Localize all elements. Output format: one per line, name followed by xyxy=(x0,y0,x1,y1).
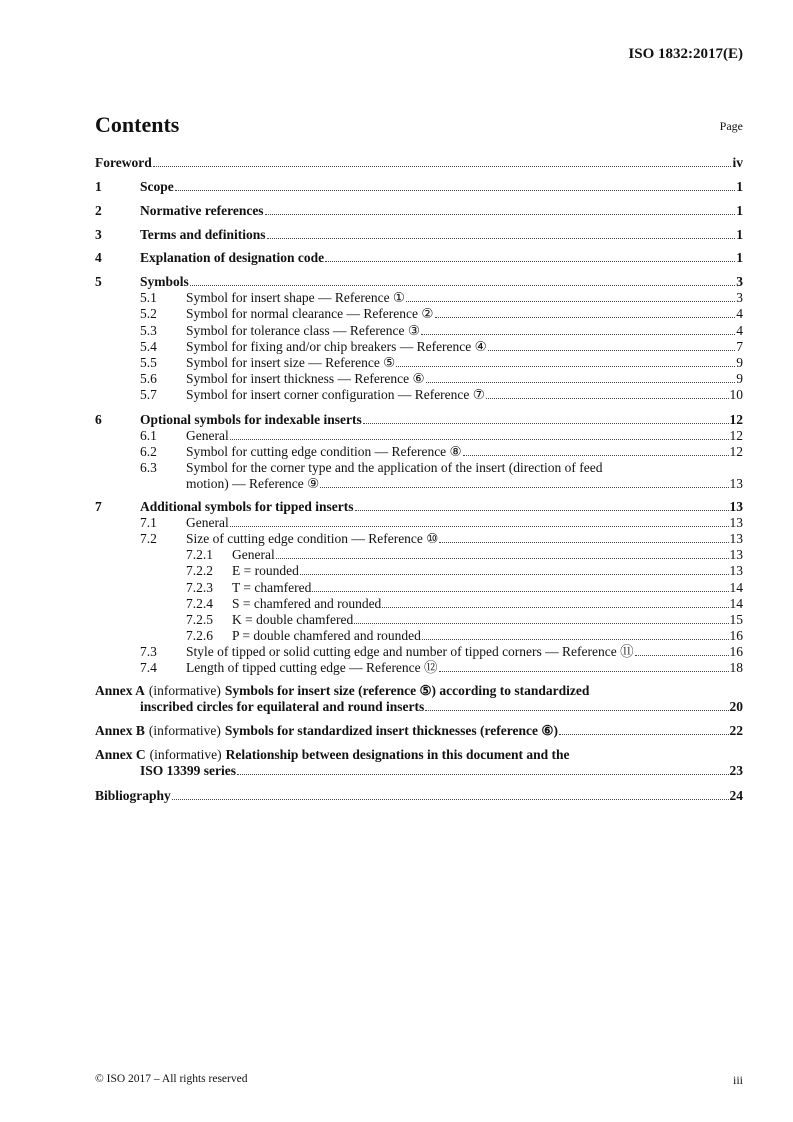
section-number: 2 xyxy=(95,203,102,218)
section-title: Symbol for normal clearance — Reference ② xyxy=(186,306,434,321)
toc-entry-line xyxy=(95,476,743,492)
section-title: Bibliography xyxy=(95,788,171,803)
toc-entry[interactable] xyxy=(95,644,743,660)
toc-entry-line xyxy=(95,290,743,306)
page-reference[interactable]: 14 xyxy=(729,596,743,611)
dot-leader xyxy=(355,510,729,511)
section-title: S = chamfered and rounded xyxy=(232,596,382,611)
toc-entry[interactable] xyxy=(95,499,743,515)
dot-leader xyxy=(435,317,736,318)
section-title: General xyxy=(232,547,275,562)
dot-leader xyxy=(237,774,729,775)
annex-qualifier: (informative) xyxy=(148,723,221,738)
dot-leader xyxy=(486,398,729,399)
section-number: 5.2 xyxy=(140,306,157,321)
page-reference[interactable]: 13 xyxy=(729,476,743,491)
page-reference[interactable]: 23 xyxy=(729,763,743,778)
toc-entry-line xyxy=(95,444,743,460)
toc-entry[interactable] xyxy=(95,355,743,371)
section-title: Symbol for fixing and/or chip breakers — Reference ④ xyxy=(186,339,487,354)
dot-leader xyxy=(421,334,735,335)
page-reference[interactable]: 18 xyxy=(729,660,743,675)
dot-leader xyxy=(230,526,729,527)
toc-entry-line xyxy=(95,580,743,596)
toc-entry[interactable] xyxy=(95,428,743,444)
page-reference[interactable]: 3 xyxy=(736,290,743,305)
annex-qualifier: (informative) xyxy=(148,683,221,698)
section-number: 6.3 xyxy=(140,460,157,475)
dot-leader xyxy=(325,261,735,262)
dot-leader xyxy=(425,710,728,711)
contents-title: Contents xyxy=(95,112,180,137)
dot-leader xyxy=(488,350,735,351)
section-number: 5.3 xyxy=(140,323,157,338)
section-number: 7.2.5 xyxy=(186,612,213,627)
dot-leader xyxy=(559,734,729,735)
section-title: Symbol for tolerance class — Reference ③ xyxy=(186,323,421,338)
dot-leader xyxy=(426,382,736,383)
page-number: iii xyxy=(732,1073,743,1087)
section-title: Size of cutting edge condition — Reference ⑩ xyxy=(186,531,439,546)
dot-leader xyxy=(422,639,729,640)
section-number: 7 xyxy=(95,499,102,514)
toc-entry-line xyxy=(95,227,743,243)
toc-entry-line xyxy=(95,179,743,195)
section-title: Symbols xyxy=(140,274,189,289)
page-reference[interactable]: 4 xyxy=(736,306,743,321)
section-title: inscribed circles for equilateral and round inserts xyxy=(140,699,425,714)
toc-entry[interactable] xyxy=(95,547,743,563)
toc-entry-line xyxy=(95,747,743,763)
dot-leader xyxy=(439,671,729,672)
page-reference[interactable]: 3 xyxy=(736,274,743,289)
toc-entry[interactable] xyxy=(95,531,743,547)
toc-entry-line xyxy=(95,387,743,403)
page-reference[interactable]: 20 xyxy=(729,699,743,714)
document-id-header: ISO 1832:2017(E) xyxy=(628,46,743,62)
page-reference[interactable]: 1 xyxy=(736,179,743,194)
toc-entry-line xyxy=(95,371,743,387)
page-reference[interactable]: 13 xyxy=(729,563,743,578)
toc-entry-line xyxy=(95,531,743,547)
toc-entry-line xyxy=(95,547,743,563)
toc-entry-line xyxy=(95,612,743,628)
toc-entry-line xyxy=(95,499,743,515)
page-reference[interactable]: 16 xyxy=(729,628,743,643)
toc-entry[interactable] xyxy=(95,227,743,243)
toc-entry[interactable] xyxy=(95,412,743,428)
page-reference[interactable]: 1 xyxy=(736,203,743,218)
section-number: 7.2.4 xyxy=(186,596,213,611)
section-title: Additional symbols for tipped inserts xyxy=(140,499,354,514)
section-title: ISO 13399 series xyxy=(140,763,236,778)
toc-entry-line xyxy=(95,699,743,715)
toc-entry-line xyxy=(95,306,743,322)
section-title: Terms and definitions xyxy=(140,227,266,242)
dot-leader xyxy=(153,166,732,167)
dot-leader xyxy=(265,214,736,215)
dot-leader xyxy=(354,623,728,624)
section-title: Foreword xyxy=(95,155,152,170)
toc-entry[interactable] xyxy=(95,323,743,339)
section-number: Annex A xyxy=(95,683,145,698)
section-title: Symbol for insert corner configuration — Reference ⑦ xyxy=(186,387,485,402)
toc-entry-line xyxy=(95,596,743,612)
toc-entry[interactable] xyxy=(95,612,743,628)
toc-entry-line xyxy=(95,763,743,779)
page-reference[interactable]: 24 xyxy=(729,788,743,803)
section-title: E = rounded xyxy=(232,563,299,578)
toc-entry[interactable] xyxy=(95,387,743,403)
dot-leader xyxy=(406,301,735,302)
toc-entry-line xyxy=(95,339,743,355)
toc-entry[interactable] xyxy=(95,203,743,219)
toc-entry[interactable] xyxy=(95,788,743,804)
section-title: General xyxy=(186,428,229,443)
dot-leader xyxy=(267,238,736,239)
dot-leader xyxy=(363,423,729,424)
copyright-footer: © ISO 2017 – All rights reserved xyxy=(95,1073,248,1085)
toc-entry[interactable] xyxy=(95,596,743,612)
toc-entry[interactable] xyxy=(95,444,743,460)
page-reference[interactable]: 22 xyxy=(729,723,743,738)
dot-leader xyxy=(439,542,728,543)
dot-leader xyxy=(190,285,735,286)
section-number: 5 xyxy=(95,274,102,289)
toc-entry[interactable] xyxy=(95,274,743,290)
page-reference[interactable]: 7 xyxy=(736,339,743,354)
section-number: 7.2.3 xyxy=(186,580,213,595)
toc-entry[interactable] xyxy=(95,660,743,676)
section-title: Symbol for insert size — Reference ⑤ xyxy=(186,355,396,370)
toc-entry-line xyxy=(95,428,743,444)
toc-entry[interactable] xyxy=(95,179,743,195)
dot-leader xyxy=(382,607,728,608)
toc-entry-line xyxy=(95,683,743,699)
toc-entry[interactable] xyxy=(95,723,743,739)
page-reference[interactable]: 13 xyxy=(729,515,743,530)
section-number: Annex C xyxy=(95,747,146,762)
dot-leader xyxy=(172,799,729,800)
dot-leader xyxy=(312,591,728,592)
section-number: 7.4 xyxy=(140,660,157,675)
toc-entry-line xyxy=(95,250,743,266)
toc-entry[interactable] xyxy=(95,747,743,779)
toc-entry[interactable] xyxy=(95,563,743,579)
toc-entry-line xyxy=(95,323,743,339)
toc-entry[interactable] xyxy=(95,683,743,715)
section-title: Symbols for insert size (reference ⑤) according to standardized xyxy=(224,683,590,698)
dot-leader xyxy=(230,439,729,440)
page-reference[interactable]: 15 xyxy=(729,612,743,627)
section-number: 4 xyxy=(95,250,102,265)
page-reference[interactable]: 1 xyxy=(736,227,743,242)
toc-entry-line xyxy=(95,788,743,804)
dot-leader xyxy=(276,558,729,559)
page-reference[interactable]: 14 xyxy=(729,580,743,595)
section-title: Symbols for standardized insert thicknesses (reference ⑥) xyxy=(224,723,558,738)
section-number: 3 xyxy=(95,227,102,242)
toc-entry[interactable] xyxy=(95,339,743,355)
page-reference[interactable]: iv xyxy=(732,155,743,170)
toc-entry-line xyxy=(95,644,743,660)
toc-entry-line xyxy=(95,563,743,579)
toc-entry[interactable] xyxy=(95,515,743,531)
section-title: P = double chamfered and rounded xyxy=(232,628,421,643)
toc-entry[interactable] xyxy=(95,628,743,644)
section-number: 6 xyxy=(95,412,102,427)
page-reference[interactable]: 12 xyxy=(729,444,743,459)
section-number: Annex B xyxy=(95,723,145,738)
dot-leader xyxy=(300,574,729,575)
section-number: 5.5 xyxy=(140,355,157,370)
page-column-label: Page xyxy=(719,119,743,133)
toc-entry-line xyxy=(95,412,743,428)
dot-leader xyxy=(635,655,729,656)
section-title: Symbol for insert shape — Reference ① xyxy=(186,290,406,305)
section-title: Relationship between designations in this document and the xyxy=(225,747,570,762)
section-number: 5.1 xyxy=(140,290,157,305)
section-title: Normative references xyxy=(140,203,264,218)
section-title: motion) — Reference ⑨ xyxy=(186,476,320,491)
section-title: Symbol for insert thickness — Reference ⑥ xyxy=(186,371,425,386)
section-number: 7.2.6 xyxy=(186,628,213,643)
toc-entry[interactable] xyxy=(95,250,743,266)
section-title: T = chamfered xyxy=(232,580,312,595)
page-reference[interactable]: 1 xyxy=(736,250,743,265)
section-number: 7.2.1 xyxy=(186,547,213,562)
toc-entry-line xyxy=(95,274,743,290)
page-reference[interactable]: 9 xyxy=(736,355,743,370)
toc-entry[interactable] xyxy=(95,580,743,596)
section-number: 7.2 xyxy=(140,531,157,546)
section-number: 6.2 xyxy=(140,444,157,459)
page-reference[interactable]: 12 xyxy=(729,428,743,443)
section-number: 5.6 xyxy=(140,371,157,386)
page-reference[interactable]: 16 xyxy=(729,644,743,659)
page-reference[interactable]: 4 xyxy=(736,323,743,338)
toc-entry[interactable] xyxy=(95,460,743,492)
section-title: Explanation of designation code xyxy=(140,250,325,265)
section-number: 7.3 xyxy=(140,644,157,659)
toc-entry-line xyxy=(95,355,743,371)
dot-leader xyxy=(396,366,735,367)
dot-leader xyxy=(320,487,728,488)
section-title: Scope xyxy=(140,179,174,194)
annex-qualifier: (informative) xyxy=(149,747,222,762)
toc-entry[interactable] xyxy=(95,306,743,322)
page-reference[interactable]: 10 xyxy=(729,387,743,402)
page-reference[interactable]: 9 xyxy=(736,371,743,386)
toc-entry-line xyxy=(95,628,743,644)
section-title: Symbol for the corner type and the application of the insert (direction of feed xyxy=(186,460,603,475)
page-reference[interactable]: 13 xyxy=(729,499,743,514)
section-number: 7.2.2 xyxy=(186,563,213,578)
page-reference[interactable]: 13 xyxy=(729,547,743,562)
toc-entry[interactable] xyxy=(95,371,743,387)
section-number: 7.1 xyxy=(140,515,157,530)
section-title: K = double chamfered xyxy=(232,612,354,627)
toc-entry-line xyxy=(95,155,743,171)
section-number: 5.7 xyxy=(140,387,157,402)
toc-entry-line xyxy=(95,660,743,676)
dot-leader xyxy=(175,190,736,191)
section-number: 1 xyxy=(95,179,102,194)
section-number: 5.4 xyxy=(140,339,157,354)
section-title: Style of tipped or solid cutting edge and number of tipped corners — Reference ⑪ xyxy=(186,644,634,659)
section-title: Optional symbols for indexable inserts xyxy=(140,412,362,427)
toc-entry-line xyxy=(95,203,743,219)
section-title: Symbol for cutting edge condition — Reference ⑧ xyxy=(186,444,462,459)
page-reference[interactable]: 12 xyxy=(729,412,743,427)
section-title: General xyxy=(186,515,229,530)
toc-entry-line xyxy=(95,460,743,476)
toc-entry-line xyxy=(95,515,743,531)
page-reference[interactable]: 13 xyxy=(729,531,743,546)
toc-entry[interactable] xyxy=(95,290,743,306)
toc-entry-line xyxy=(95,723,743,739)
dot-leader xyxy=(463,455,729,456)
section-title: Length of tipped cutting edge — Reference ⑫ xyxy=(186,660,438,675)
section-number: 6.1 xyxy=(140,428,157,443)
toc-entry[interactable] xyxy=(95,155,743,171)
